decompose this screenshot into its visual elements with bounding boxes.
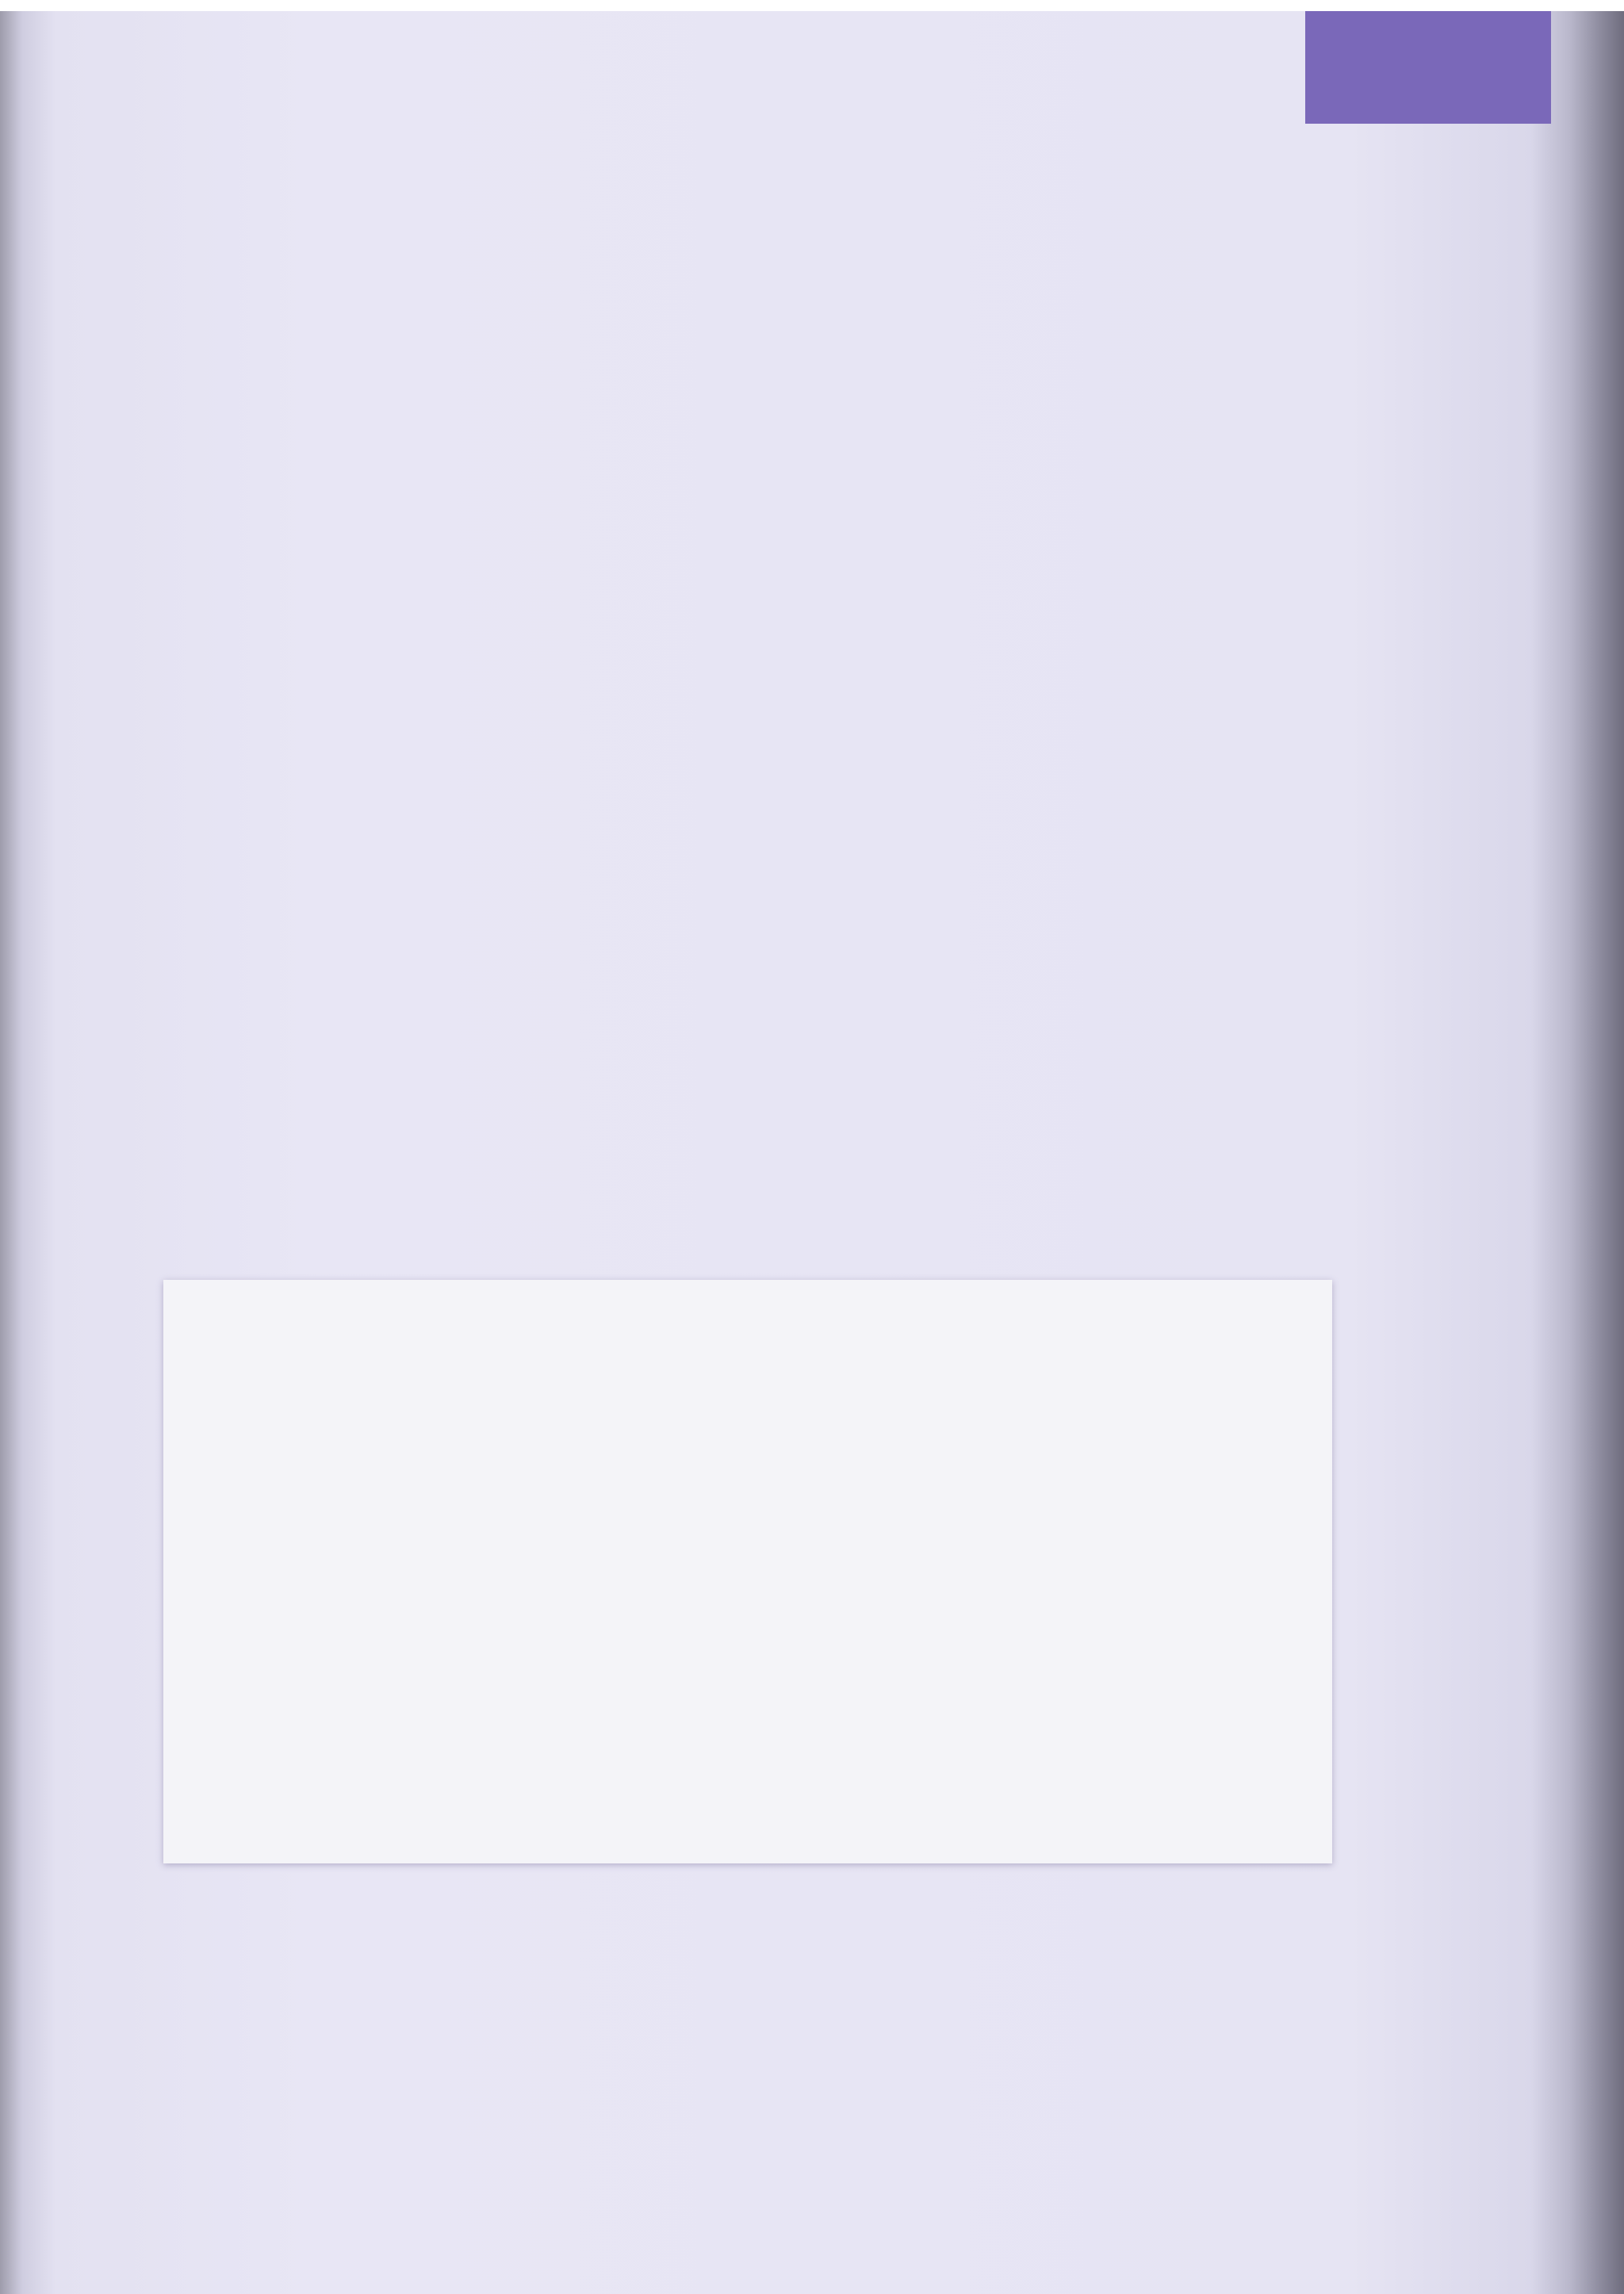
page-footer (160, 2187, 168, 2216)
film-review-box (163, 1280, 1332, 1863)
page-top-edge (0, 0, 1624, 11)
glossary-tab (1305, 11, 1551, 124)
